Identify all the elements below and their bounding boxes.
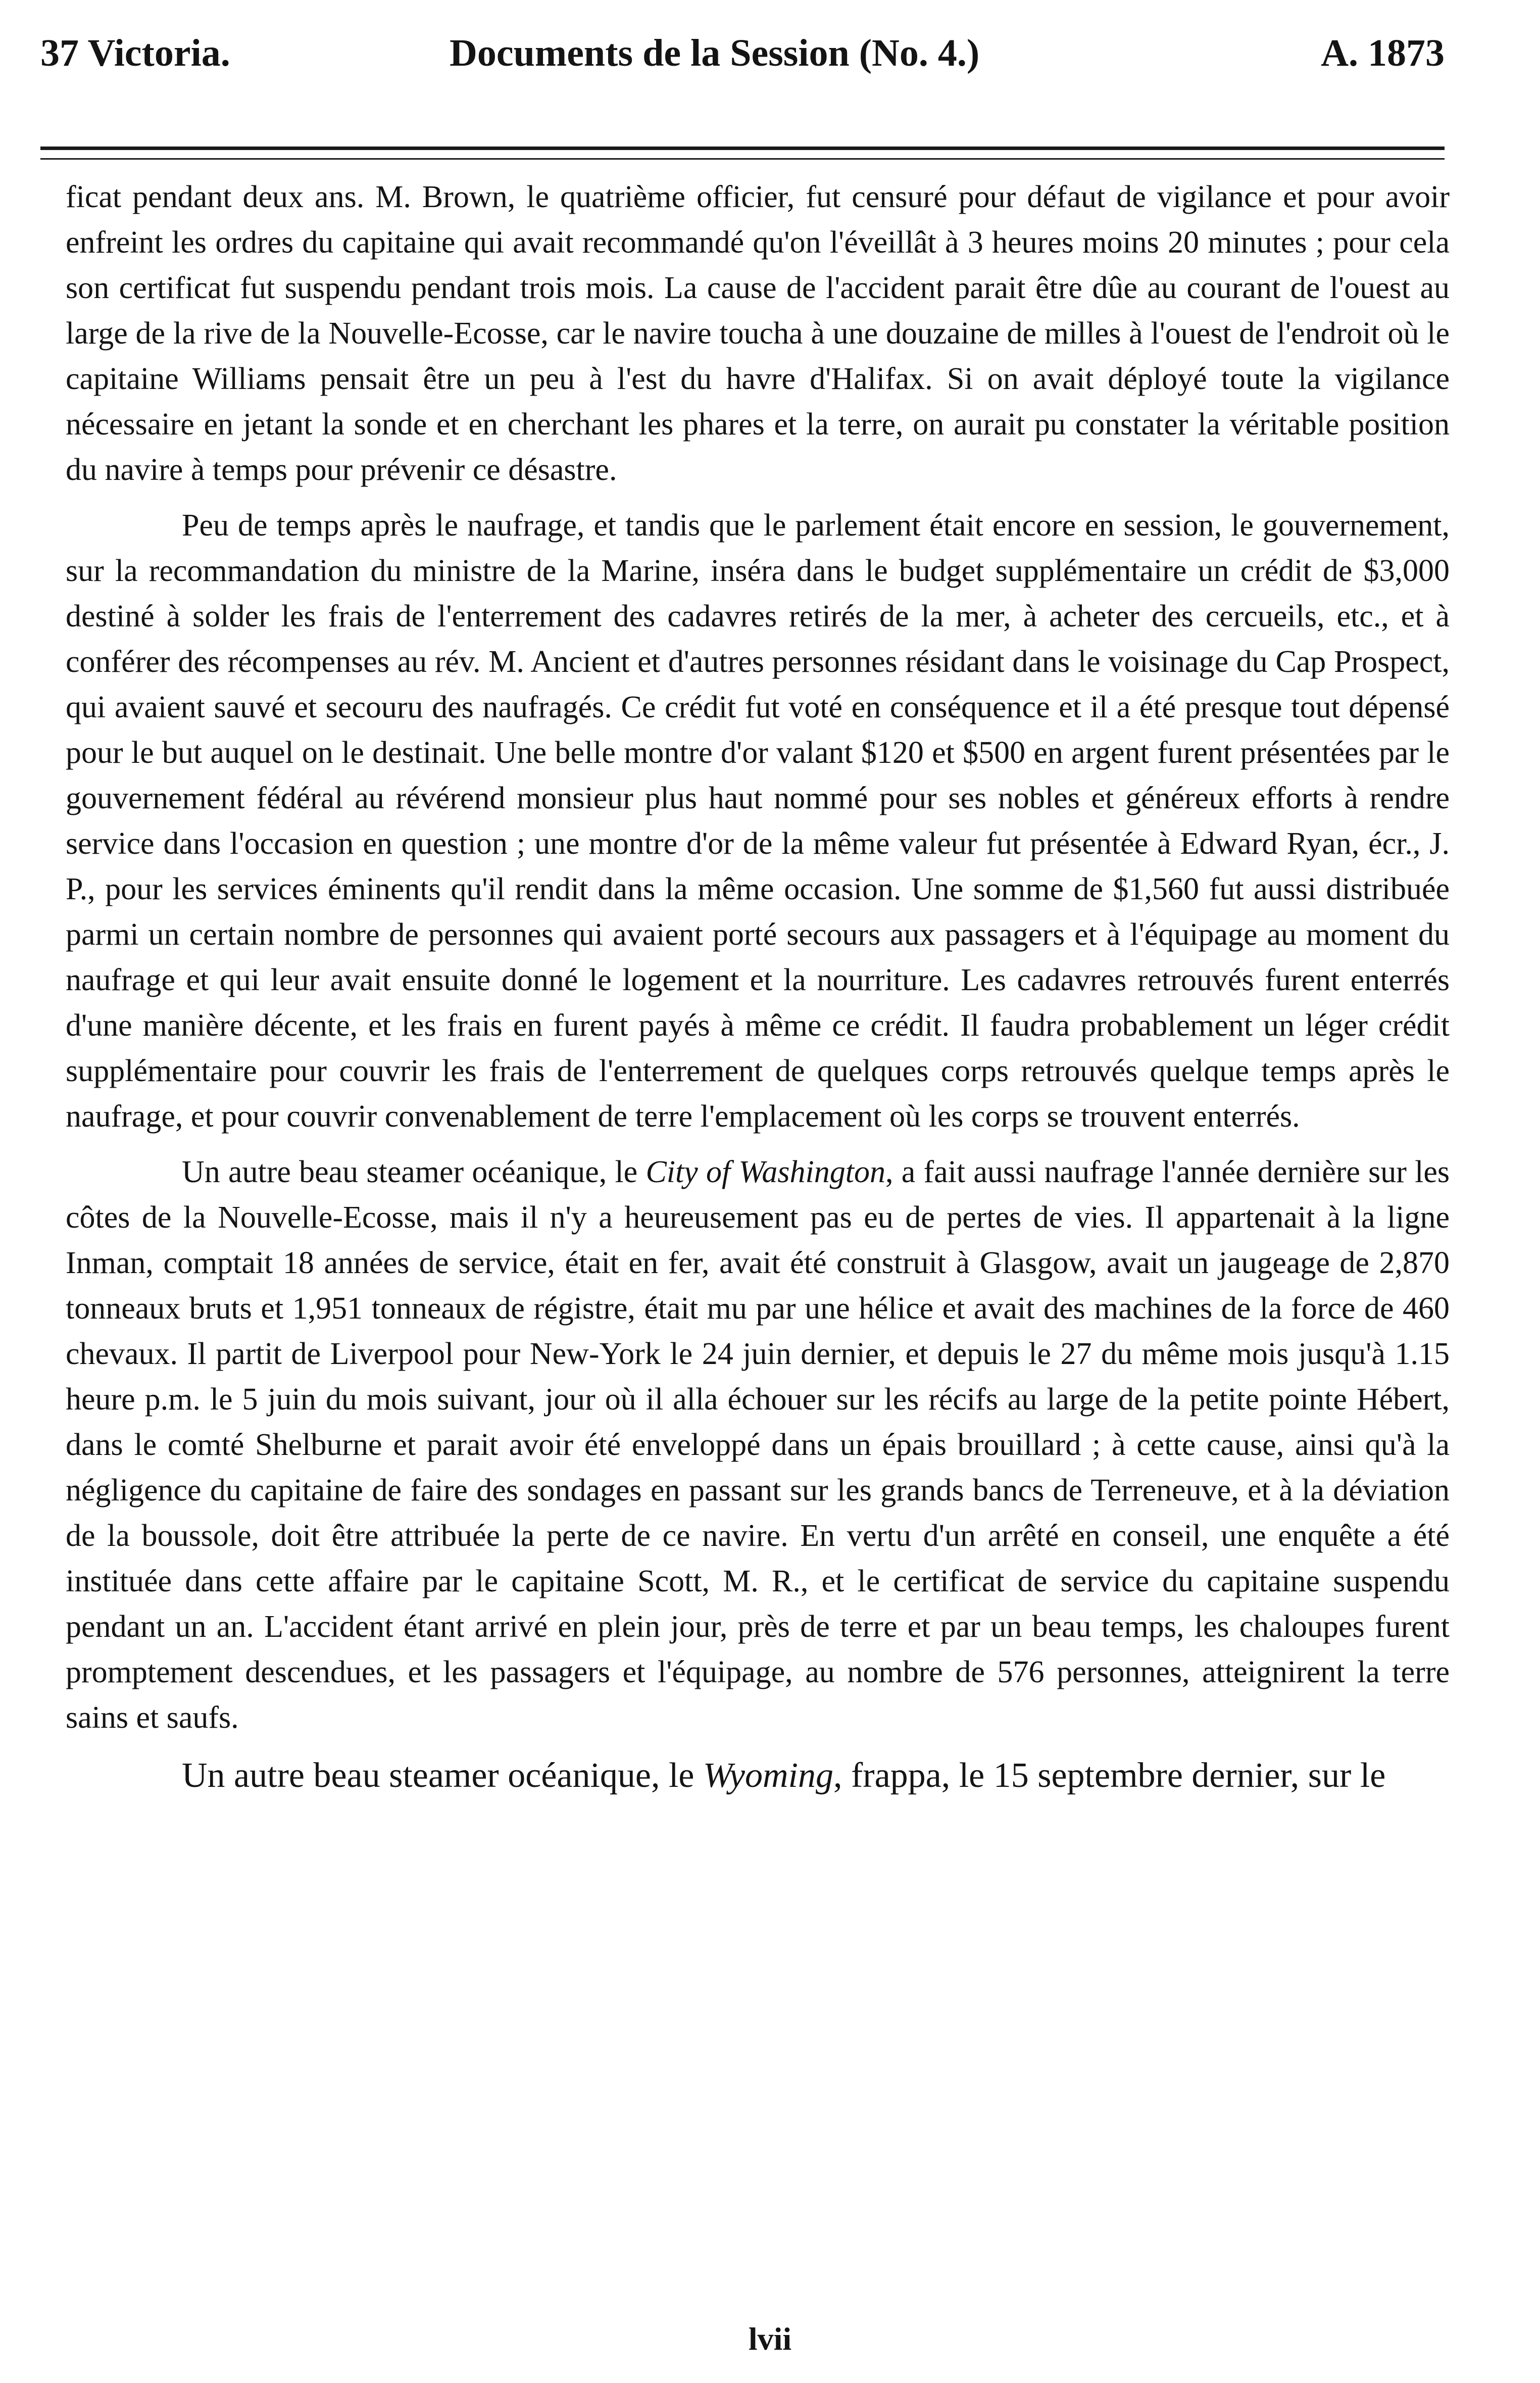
header-rule-thick (40, 147, 1445, 150)
header-rule-thin (40, 158, 1445, 160)
paragraph-4 (66, 1750, 1450, 1801)
paragraph-3 (66, 1149, 1450, 1740)
paragraph-4-lead: Un autre beau steamer océanique, le (182, 1756, 703, 1795)
paragraph-3-lead: Un autre beau steamer océanique, le (182, 1155, 646, 1189)
paragraph-2: Peu de temps après le naufrage, et tandis que le parlement était encore en session, le gouvernement, sur la recommandation du ministre de la Marine, inséra dans le budget supplémentaire un crédit de $3,000 destiné à solder les frais de l'enterrement des cadavres retirés de la mer, à acheter des cercueils, etc., et à conférer des récompenses au rév. M. Ancient et d'autres personnes résidant dans le voisinage du Cap Prospect, qui avaient sauvé et secouru des naufragés. Ce crédit fut voté en conséquence et il a été presque tout dépensé pour le but auquel on le destinait. Une belle montre d'or valant $120 et $500 en argent furent présentées par le gouvernement fédéral au révérend monsieur plus haut nommé pour ses nobles et généreux efforts à rendre service dans l'occasion en question ; une montre d'or de la même valeur fut présentée à Edward Ryan, écr., J. P., pour les services éminents qu'il rendit dans la même occasion. Une somme de $1,560 fut aussi distribuée parmi un certain nombre de personnes qui avaient porté secours aux passagers et à l'équipage au moment du naufrage et qui leur avait ensuite donné le logement et la nourriture. Les cadavres retrouvés furent enterrés d'une manière décente, et les frais en furent payés à même ce crédit. Il faudra probablement un léger crédit supplémentaire pour couvrir les frais de l'enterrement de quelques corps retrouvés quelque temps après le naufrage, et pour couvrir convenablement de terre l'emplacement où les corps se trouvent enterrés. (66, 508, 1450, 1134)
paragraph-1: ficat pendant deux ans. M. Brown, le quatrième officier, fut censuré pour défaut de vigilance et pour avoir enfreint les ordres du capitaine qui avait recommandé qu'on l'éveillât à 3 heures moins 20 minutes ; pour cela son certificat fut suspendu pendant trois mois. La cause de l'accident parait être dûe au courant de l'ouest au large de la rive de la Nouvelle-Ecosse, car le navire toucha à une douzaine de milles à l'ouest de l'endroit où le capitaine Williams pensait être un peu à l'est du havre d'Halifax. Si on avait déployé toute la vigilance nécessaire en jetant la sonde et en cherchant les phares et la terre, on aurait pu constater la véritable position du navire à temps pour prévenir ce désastre. (66, 180, 1450, 487)
header-title: Documents de la Session (No. 4.) (450, 32, 980, 74)
paragraph-4-rest: , frappa, le 15 septembre dernier, sur le (833, 1756, 1386, 1795)
body-text (66, 174, 1450, 1811)
page-number: lvii (748, 2321, 792, 2357)
running-head (40, 15, 1445, 91)
header-volume: 37 Victoria. (40, 32, 230, 74)
ship-name-city-of-washington: City of Washington (645, 1155, 885, 1189)
paragraph-3-rest: , a fait aussi naufrage l'année dernière sur les côtes de la Nouvelle-Ecosse, mais il n'y a heureusement pas eu de pertes de vies. Il appartenait à la ligne Inman, comptait 18 années de service, était en fer, avait été construit à Glasgow, avait un jaugeage de 2,870 tonneaux bruts et 1,951 tonneaux de régistre, était mu par une hélice et avait des machines de la force de 460 chevaux. Il partit de Liverpool pour New-York le 24 juin dernier, et depuis le 27 du même mois jusqu'à 1.15 heure p.m. le 5 juin du mois suivant, jour où il alla échouer sur les récifs au large de la petite pointe Hébert, dans le comté Shelburne et parait avoir été enveloppé dans un épais brouillard ; à cette cause, ainsi qu'à la négligence du capitaine de faire des sondages en passant sur les grands bancs de Terreneuve, et à la déviation de la boussole, doit être attribuée la perte de ce navire. En vertu d'un arrêté en conseil, une enquête a été instituée dans cette affaire par le capitaine Scott, M. R., et le certificat de service du capitaine suspendu pendant un an. L'accident étant arrivé en plein jour, près de terre et par un beau temps, les chaloupes furent promptement descendues, et les passagers et l'équipage, au nombre de 576 personnes, atteignirent la terre sains et saufs. (66, 1155, 1450, 1735)
header-year: A. 1873 (1321, 32, 1445, 74)
ship-name-wyoming: Wyoming (703, 1756, 833, 1795)
